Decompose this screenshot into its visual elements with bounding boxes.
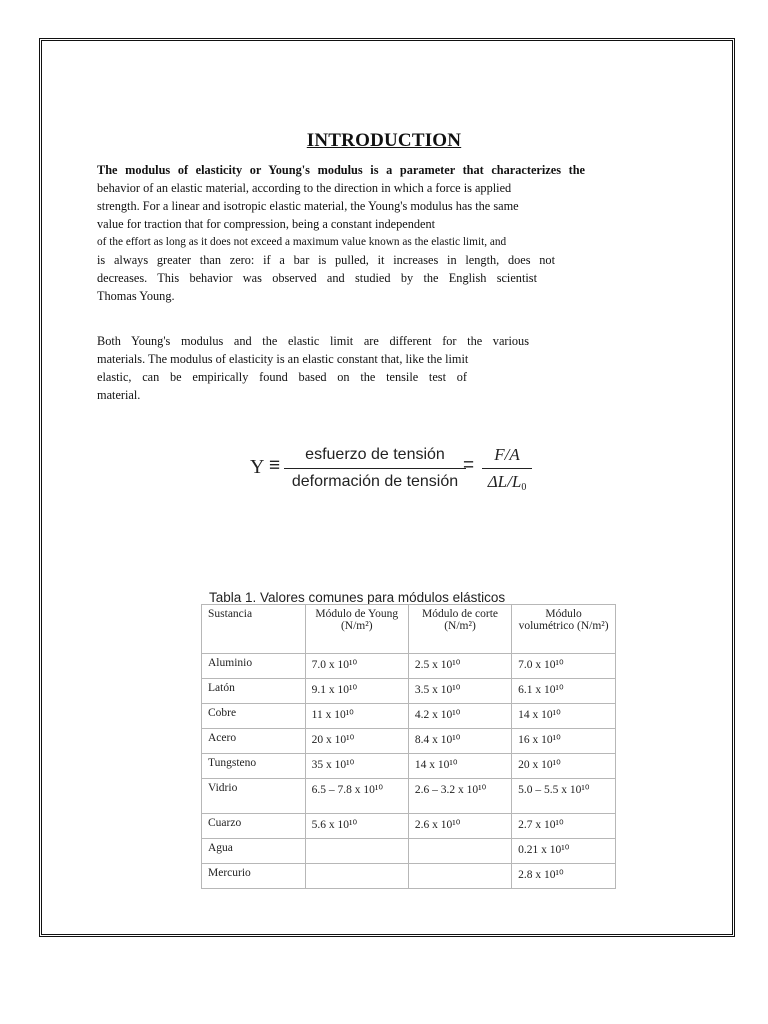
table-row [202, 704, 616, 729]
young-modulus-formula [250, 442, 540, 502]
cell [305, 839, 408, 864]
cell: 2.7 x 10¹⁰ [512, 814, 616, 839]
cell: 5.6 x 10¹⁰ [305, 814, 408, 839]
para1-line-1: The modulus of elasticity or Young's modulus is a parameter that characterizes the [97, 163, 585, 177]
table-row [202, 654, 616, 679]
cell: 7.0 x 10¹⁰ [512, 654, 616, 679]
cell: 0.21 x 10¹⁰ [512, 839, 616, 864]
cell: 2.6 x 10¹⁰ [408, 814, 511, 839]
cell: Cobre [202, 704, 306, 729]
cell: Vidrio [202, 779, 306, 814]
elastic-moduli-table [201, 604, 616, 889]
table-row [202, 729, 616, 754]
table-row [202, 864, 616, 889]
formula-fraction-symbols [482, 445, 532, 498]
cell: 2.6 – 3.2 x 10¹⁰ [408, 779, 511, 814]
table-row [202, 779, 616, 814]
cell: 7.0 x 10¹⁰ [305, 654, 408, 679]
para1-line-6: is always greater than zero: if a bar is pulled, it increases in length, does not [97, 253, 555, 267]
header-corte: Módulo de corte (N/m²) [408, 605, 511, 654]
para1-line-3: strength. For a linear and isotropic elastic material, the Young's modulus has the same [97, 199, 519, 213]
cell: 14 x 10¹⁰ [408, 754, 511, 779]
cell: 35 x 10¹⁰ [305, 754, 408, 779]
cell: 9.1 x 10¹⁰ [305, 679, 408, 704]
cell: Tungsteno [202, 754, 306, 779]
cell: 11 x 10¹⁰ [305, 704, 408, 729]
header-young: Módulo de Young (N/m²) [305, 605, 408, 654]
table-caption: Tabla 1. Valores comunes para módulos elásticos [209, 590, 506, 605]
cell: 20 x 10¹⁰ [305, 729, 408, 754]
cell [408, 839, 511, 864]
cell: 6.1 x 10¹⁰ [512, 679, 616, 704]
formula-rhs-den-sub: 0 [521, 482, 527, 493]
para1-line-2: behavior of an elastic material, according to the direction in which a force is applied [97, 181, 512, 195]
formula-rhs-den-main: ΔL/L [487, 472, 522, 491]
formula-numerator: esfuerzo de tensión [305, 446, 445, 463]
fraction-bar [284, 468, 466, 469]
table-row [202, 754, 616, 779]
formula-fraction-words [284, 445, 466, 492]
table-row [202, 814, 616, 839]
cell: 2.5 x 10¹⁰ [408, 654, 511, 679]
header-volumetrico: Módulo volumétrico (N/m²) [512, 605, 616, 654]
formula-equiv: ≡ [269, 455, 281, 476]
para2-line-3: elastic, can be empirically found based on the tensile test of [97, 370, 467, 384]
formula-denominator: deformación de tensión [291, 473, 459, 490]
para1-line-5: of the effort as long as it does not exceed a maximum value known as the elastic limit, and [97, 236, 507, 248]
table-row [202, 679, 616, 704]
fraction-bar [482, 468, 532, 469]
cell: 20 x 10¹⁰ [512, 754, 616, 779]
cell: 2.8 x 10¹⁰ [512, 864, 616, 889]
table-header-row [202, 605, 616, 654]
cell [305, 864, 408, 889]
para2-line-2: materials. The modulus of elasticity is an elastic constant that, like the limit [97, 352, 469, 366]
table-row [202, 839, 616, 864]
cell: Agua [202, 839, 306, 864]
cell: 4.2 x 10¹⁰ [408, 704, 511, 729]
formula-rhs-denominator [482, 472, 532, 498]
cell: Cuarzo [202, 814, 306, 839]
cell: 5.0 – 5.5 x 10¹⁰ [512, 779, 616, 814]
para1-line-7: decreases. This behavior was observed and studied by the English scientist [97, 271, 537, 285]
header-sustancia: Sustancia [202, 605, 306, 654]
cell: Acero [202, 729, 306, 754]
cell: 16 x 10¹⁰ [512, 729, 616, 754]
cell: Mercurio [202, 864, 306, 889]
cell: Latón [202, 679, 306, 704]
cell: 14 x 10¹⁰ [512, 704, 616, 729]
formula-equals: = [463, 455, 475, 476]
cell: 6.5 – 7.8 x 10¹⁰ [305, 779, 408, 814]
page-title: INTRODUCTION [306, 130, 462, 151]
para1-line-4: value for traction that for compression, being a constant independent [97, 217, 436, 231]
cell: 3.5 x 10¹⁰ [408, 679, 511, 704]
cell [408, 864, 511, 889]
formula-rhs-numerator: F/A [494, 445, 520, 464]
cell: 8.4 x 10¹⁰ [408, 729, 511, 754]
para1-line-8: Thomas Young. [97, 289, 175, 303]
para2-line-4: material. [97, 388, 141, 402]
para2-line-1: Both Young's modulus and the elastic limit are different for the various [97, 334, 529, 348]
formula-lhs: Y [250, 456, 265, 478]
cell: Aluminio [202, 654, 306, 679]
